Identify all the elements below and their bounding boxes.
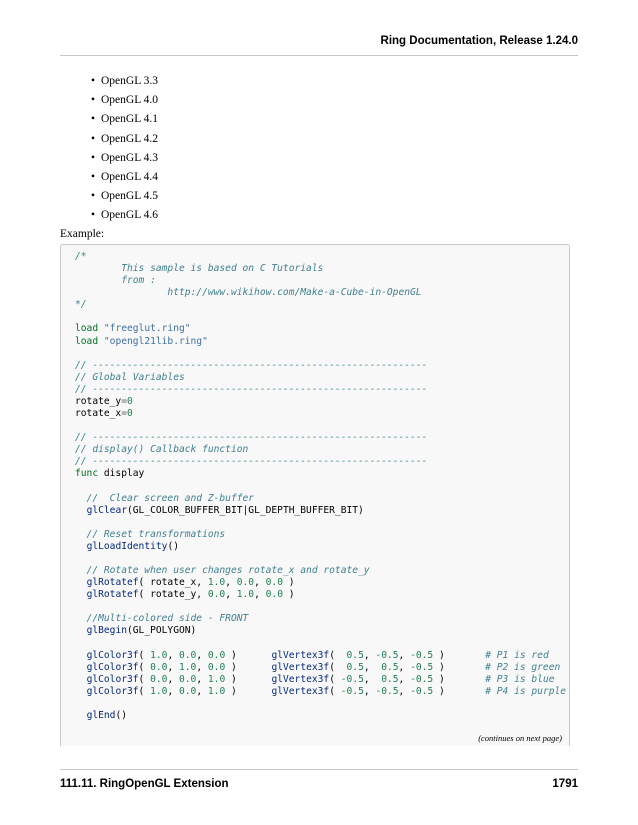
list-item: • OpenGL 4.6 (92, 206, 158, 225)
list-item: • OpenGL 4.4 (92, 168, 158, 187)
page-number: 1791 (552, 778, 578, 790)
document-title: Ring Documentation, Release 1.24.0 (380, 35, 578, 47)
section-title: 111.11. RingOpenGL Extension (60, 778, 229, 790)
list-item: • OpenGL 4.3 (92, 149, 158, 168)
list-item: • OpenGL 4.5 (92, 187, 158, 206)
list-item: • OpenGL 3.3 (92, 72, 158, 91)
code-listing: /* This sample is based on C Tutorials from : http://www.wikihow.com/Make-a-Cube-in-OpenGL */ load "freeglut.ring" load "opengl21lib.ring" // ---------------------------------------------------------- // Global Variables // ---------------------------------------------------------- rotate_y=0 rotate_x=0 // ---------------------------------------------------------- // display() Callback function // ---------------------------------------------------------- func display // Clear screen and Z-buffer glClear(GL_COLOR_BUFFER_BIT|GL_DEPTH_BUFFER_BIT) // Reset transformations glLoadIdentity() // Rotate when user changes rotate_x and rotate_y glRotatef( rotate_x, 1.0, 0.0, 0.0 ) glRotatef( rotate_y, 0.0, 1.0, 0.0 ) //Multi-colored side - FRONT glBegin(GL_POLYGON) glColor3f( 1.0, 0.0, 0.0 ) glVertex3f( 0.5, -0.5, -0.5 ) # P1 is red glColor3f( 0.0, 1.0, 0.0 ) glVertex3f( 0.5, 0.5, -0.5 ) # P2 is green glColor3f( 0.0, 0.0, 1.0 ) glVertex3f( -0.5, 0.5, -0.5 ) # P3 is blue glColor3f( 1.0, 0.0, 1.0 ) glVertex3f( -0.5, -0.5, -0.5 ) # P4 is purple glEnd() (75, 251, 567, 721)
page-header (60, 34, 578, 56)
page-footer (60, 769, 578, 799)
list-item: • OpenGL 4.0 (92, 91, 158, 110)
list-item: • OpenGL 4.1 (92, 110, 158, 129)
example-label: Example: (60, 228, 105, 240)
continues-note: (continues on next page) (478, 733, 562, 743)
code-block[interactable] (60, 244, 570, 746)
opengl-version-list (92, 72, 158, 226)
list-item: • OpenGL 4.2 (92, 130, 158, 149)
